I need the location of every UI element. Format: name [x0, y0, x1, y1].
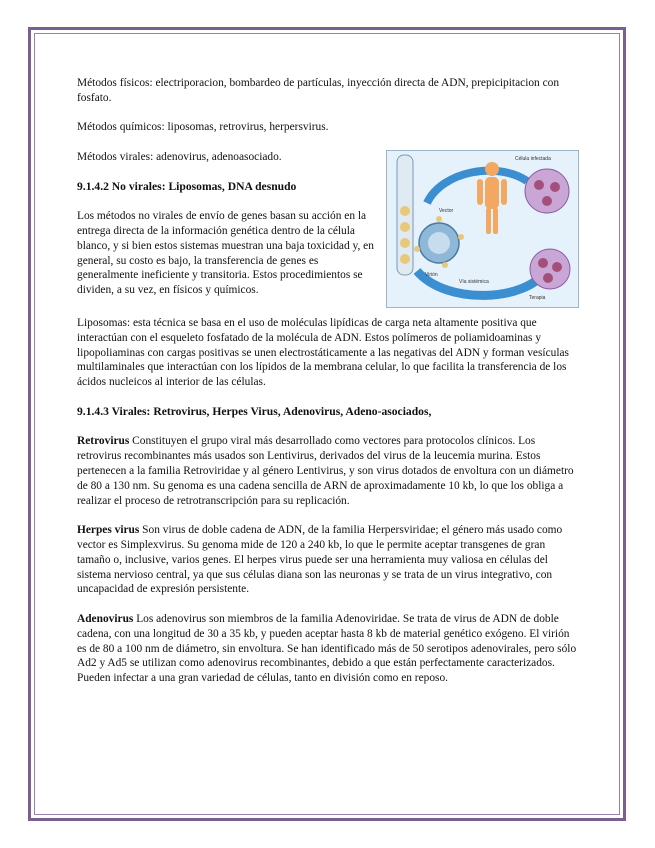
paragraph-physical-methods: Métodos físicos: electriporacion, bombardeo de partículas, inyección directa de ADN, prepicipitacion con fosfato.	[77, 77, 560, 104]
paragraph-nonviral-intro: Los métodos no virales de envío de genes basan su acción en la entrega directa de la información genética dentro de la célula blanco, y si bien estos sistemas muestran una baja toxicidad y, en general, su costo es bajo, la transferencia de genes es generalmente ineficiente y transitoria. Estos procedimientos se dividen, a su vez, en físicos y químicos.	[77, 210, 374, 297]
retrovirus-lead: Retrovirus	[77, 435, 130, 448]
paragraph-adenovirus	[77, 612, 579, 686]
paragraph-herpes	[77, 523, 579, 597]
heading-943: 9.1.4.3 Virales: Retrovirus, Herpes Virus, Adenovirus, Adeno-asociados,	[77, 404, 432, 418]
figure-label-infected-cell: Célula infectada	[515, 155, 551, 162]
herpes-text: Son virus de doble cadena de ADN, de la familia Herpersviridae; el género más usado como vector es Simplexvirus. Su genoma mide de 120 a 240 kb, lo que le permite aceptar transgenes de gran tamaño o, inclusive, varios genes. El herpes virus puede ser una herramienta muy valiosa en células del sistema nervioso central, ya que sus células diana son las neuronas y se trata de un virus integrativo, con uncapacidad de expresión persistente.	[77, 524, 563, 596]
gene-therapy-figure	[386, 150, 579, 308]
figure-label-virion: Virión	[425, 271, 438, 278]
adenovirus-lead: Adenovirus	[77, 612, 134, 625]
figure-label-vector: Vector	[439, 207, 454, 214]
herpes-lead: Herpes virus	[77, 524, 140, 537]
figure-label-therapy: Terapia	[529, 294, 546, 301]
paragraph-retrovirus	[77, 434, 579, 508]
paragraph-liposomas: Liposomas: esta técnica se basa en el uso de moléculas lipídicas de carga neta altamente positiva que interactúan con el esqueleto fosfatado de la molécula de ADN. Estos polímeros de poliamidoaminas y lipopoliaminas con cargas positivas se unen electrostáticamente a las negativas del ADN y forman vesículas multilaminales que interactúan con los lípidos de la membrana celular, lo que facilita la transferencia de los ácidos nucleicos al interior de las células.	[77, 316, 569, 389]
figure-label-systemic: Vía sistémica	[459, 278, 489, 285]
paragraph-viral-methods: Métodos virales: adenovirus, adenoasociado.	[77, 150, 282, 163]
retrovirus-text: Constituyen el grupo viral más desarrollado como vectores para protocolos clínicos. Los retrovirus recombinantes más usados son Lentivirus, derivados del virus de la leucemia murina. Estos pertenecen a la familia Retroviridae y al género Lentivirus, y son virus dotados de envoltura con un diámetro de 80 a 130 nm. Su genoma es una cadena sencilla de ARN de aproximadamente 10 kb, lo que los obliga a realizar el proceso de retrotranscripción para su replicación.	[77, 435, 574, 507]
adenovirus-text: Los adenovirus son miembros de la familia Adenoviridae. Se trata de virus de ADN de doble cadena, con una longitud de 30 a 35 kb, y pueden aceptar hasta 8 kb de material genético exógeno. El virión es de 80 a 100 nm de diámetro, sin envoltura. Se han identificado más de 50 serotipos adenovirales, pero sólo Ad2 y Ad5 se utilizan como adenovirus recombinantes, debido a que están perfectamente caracterizados. Pueden infectar a una gran variedad de células, tanto en división como en reposo.	[77, 612, 577, 685]
heading-942: 9.1.4.2 No virales: Liposomas, DNA desnudo	[77, 179, 297, 193]
gene-therapy-illustration	[387, 151, 578, 307]
paragraph-chemical-methods: Métodos químicos: liposomas, retrovirus, herpersvirus.	[77, 121, 329, 134]
document-body	[77, 76, 579, 701]
